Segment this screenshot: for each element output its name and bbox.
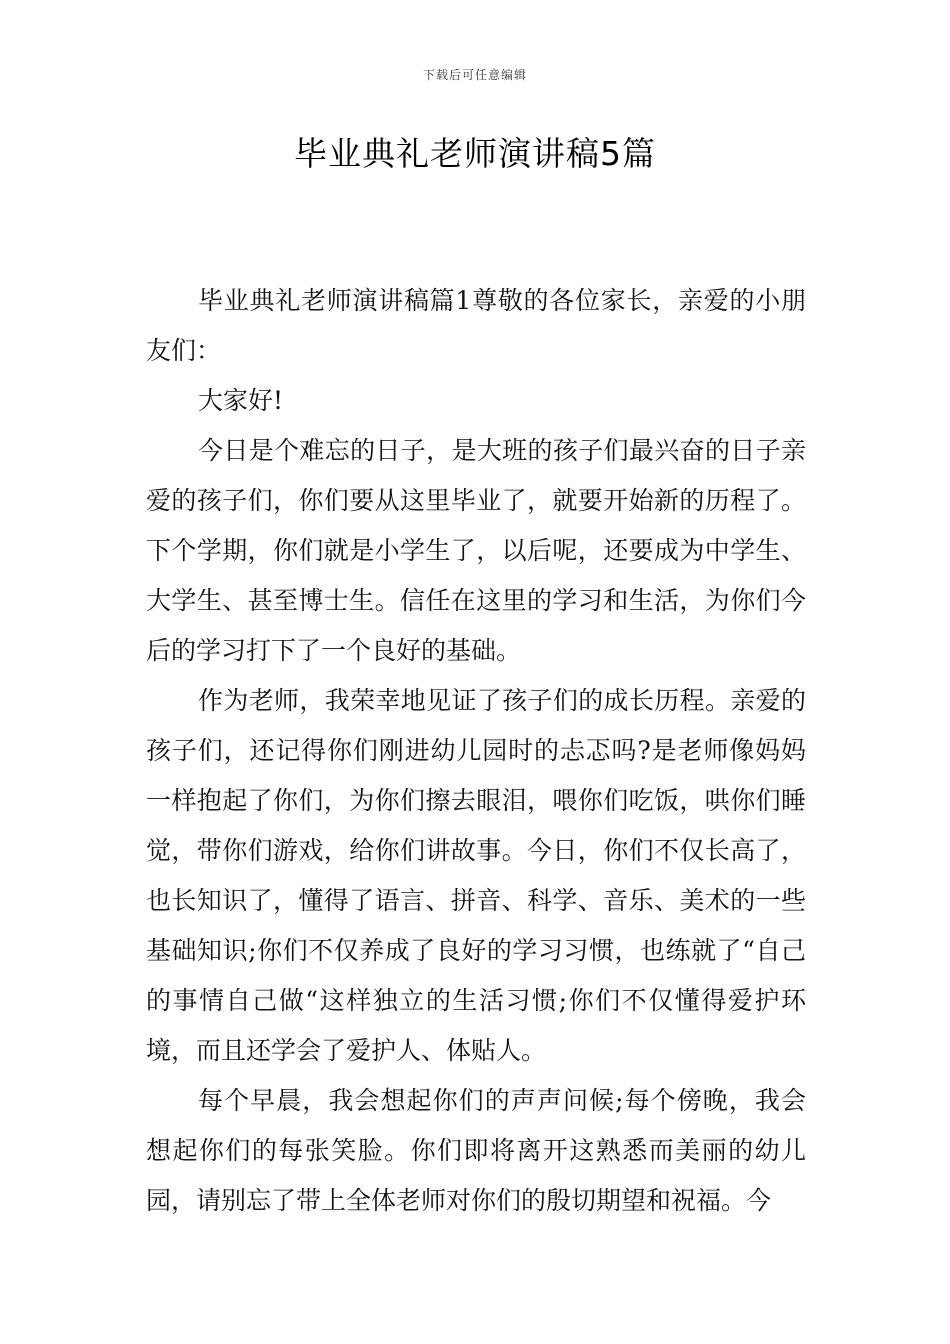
document-title: 毕业典礼老师演讲稿5篇 xyxy=(294,134,656,173)
paragraph-salutation: 毕业典礼老师演讲稿篇1尊敬的各位家长，亲爱的小朋友们： xyxy=(146,286,806,365)
paragraph-body-1: 今日是个难忘的日子，是大班的孩子们最兴奋的日子亲爱的孩子们，你们要从这里毕业了，就要开始新的历程了。下个学期，你们就是小学生了，以后呢，还要成为中学生、大学生、甚至博士生。信任在这里的学习和生活，为你们今后的学习打下了一个良好的基础。 xyxy=(146,436,806,665)
document-body xyxy=(146,276,806,1226)
paragraph-body-2: 作为老师，我荣幸地见证了孩子们的成长历程。亲爱的孩子们，还记得你们刚进幼儿园时的忐忑吗?是老师像妈妈一样抱起了你们，为你们擦去眼泪，喂你们吃饭，哄你们睡觉，带你们游戏，给你们讲故事。今日，你们不仅长高了，也长知识了，懂得了语言、拼音、科学、音乐、美术的一些基础知识;你们不仅养成了良好的学习习惯，也练就了“自己的事情自己做“这样独立的生活习惯;你们不仅懂得爱护环境，而且还学会了爱护人、体贴人。 xyxy=(146,686,806,1065)
header-note: 下载后可任意编辑 xyxy=(422,68,527,82)
paragraph-greeting: 大家好! xyxy=(198,386,284,415)
paragraph-body-3: 每个早晨，我会想起你们的声声问候;每个傍晚，我会想起你们的每张笑脸。你们即将离开这熟悉而美丽的幼儿园，请别忘了带上全体老师对你们的殷切期望和祝福。今 xyxy=(146,1086,806,1215)
